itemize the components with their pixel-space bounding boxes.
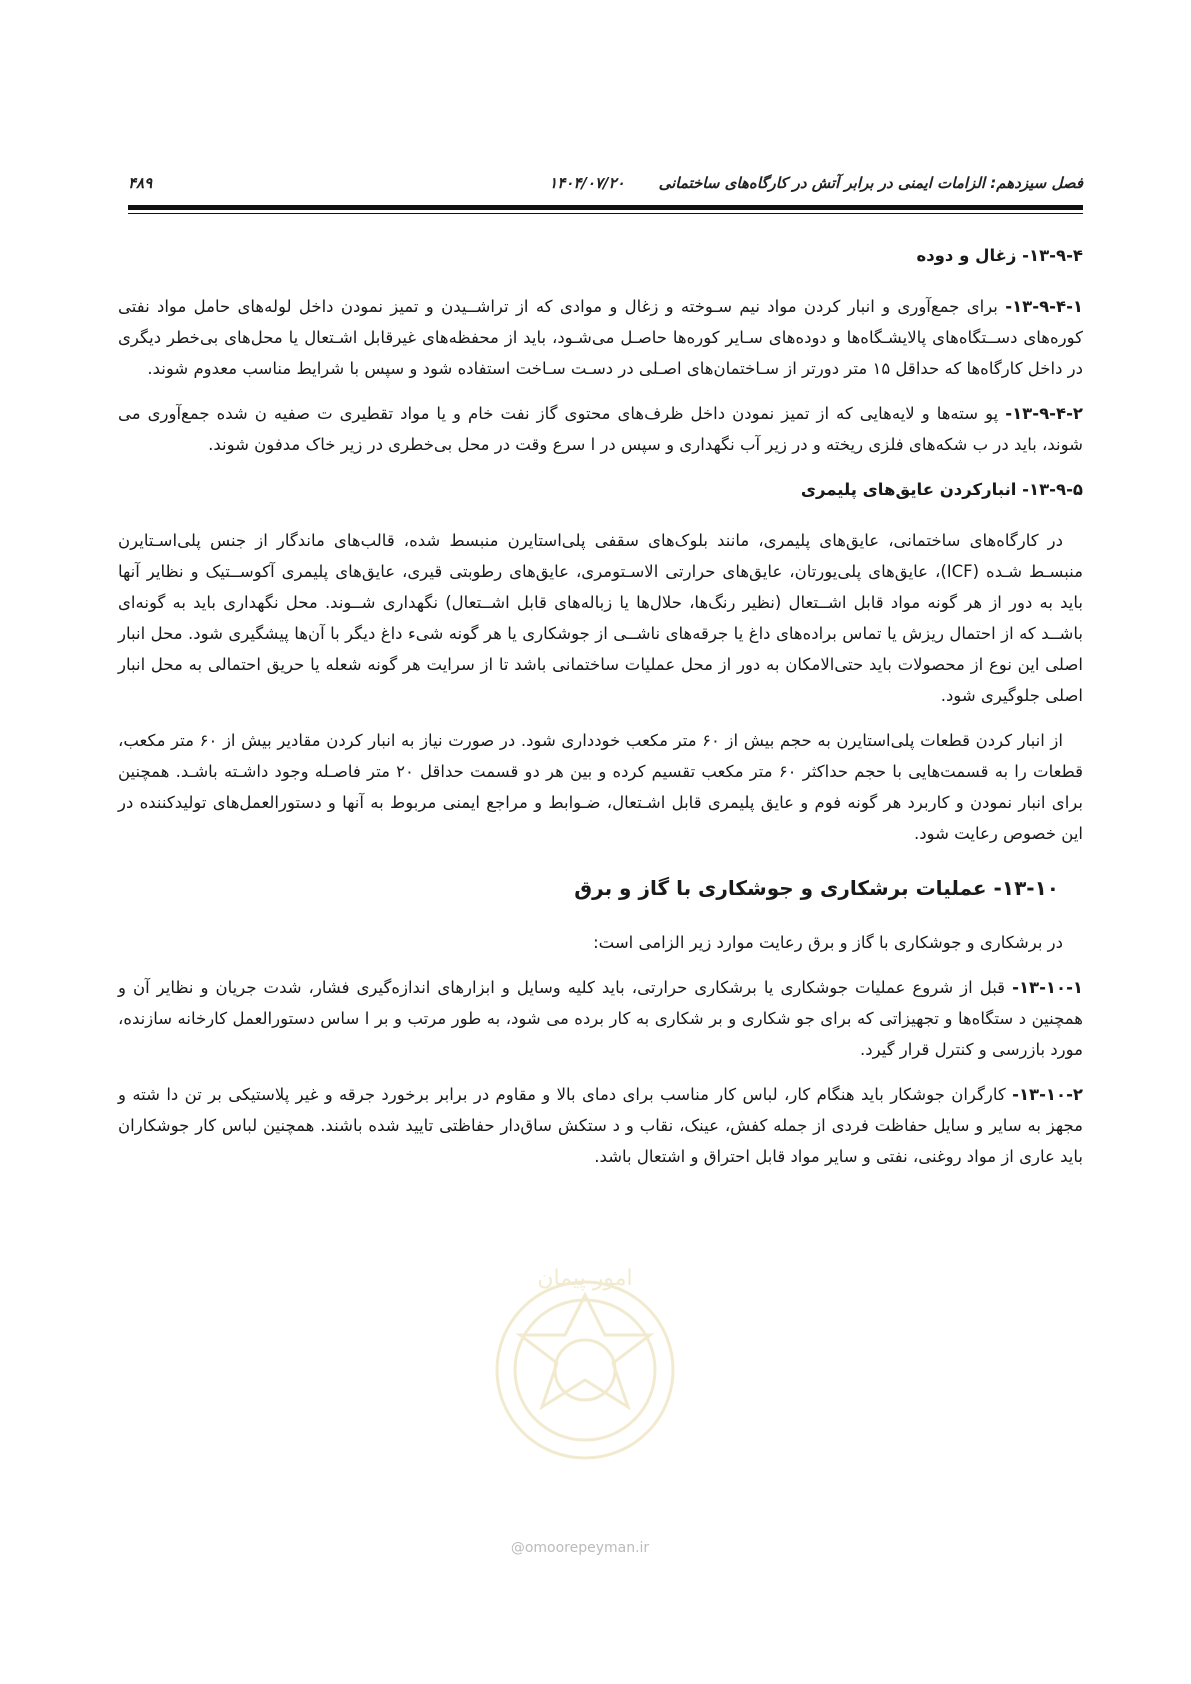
page-number: ۴۸۹ bbox=[128, 174, 153, 192]
paragraph-13-10-1 bbox=[118, 972, 1083, 1065]
page-header bbox=[128, 170, 1083, 196]
header-date: ۱۴۰۴/۰۷/۲۰ bbox=[549, 174, 625, 192]
svg-text:امور پیمان: امور پیمان bbox=[537, 1266, 633, 1291]
section-heading-13-10: ۱۳-۱۰- عملیات برشکاری و جوشکاری با گاز و برق bbox=[574, 876, 1059, 900]
section-heading-13-9-4: ۱۳-۹-۴- زغال و دوده bbox=[916, 246, 1083, 265]
paragraph-text: برای جمع‌آوری و انبار کردن مواد نیم سـوخته و زغال و موادی که از تراشــیدن و تمیز نمودن داخل لوله‌های حامل مواد نفتی کوره‌های دســتگاه‌های پالایشـگاه‌ها و دوده‌های سـایر کوره‌ها حاصـل می‌شـود، باید از محفظه‌های غیرقابل اشـتعال یا محل‌های بی‌خطر دیگری در داخل کارگاه‌ها که حداقل ۱۵ متر دورتر از سـاختمان‌های اصـلی در دسـت سـاخت استفاده شود و سپس با شرایط مناسب معدوم شوند. bbox=[118, 297, 1083, 378]
paragraph-13-9-4-1 bbox=[118, 291, 1083, 384]
header-rule-thick bbox=[128, 205, 1083, 210]
clause-number: ۱۳-۹-۴-۲- bbox=[1005, 404, 1083, 423]
paragraph-text: کارگران جوشکار باید هنگام کار، لباس کار مناسب برای دمای بالا و مقاوم در برابر برخورد جرقه و غیر پلاستیکی بر تن دا شته و مجهز به سایر و سایل حفاظت فردی از جمله کفش، عینک، نقاب و د ستکش ساق‌دار حفاظتی تایید شده باشند. همچنین لباس کار جوشکاران باید عاری از مواد روغنی، نفتی و سایر مواد قابل احتراق و اشتعال باشد. bbox=[118, 1085, 1083, 1166]
paragraph-13-9-4-2 bbox=[118, 398, 1083, 460]
paragraph-13-10-intro: در برشکاری و جوشکاری با گاز و برق رعایت موارد زیر الزامی است: bbox=[593, 933, 1063, 952]
paragraph-13-10-2 bbox=[118, 1079, 1083, 1172]
clause-number: ۱۳-۹-۴-۱- bbox=[1005, 297, 1083, 316]
paragraph-text: پو سته‌ها و لایه‌هایی که از تمیز نمودن داخل ظرف‌های محتوی گاز نفت خام و یا مواد تقطیری ت صفیه ن شده جمع‌آوری می شوند، باید در ب شکه‌های فلزی ریخته و در زیر آب نگهداری و سپس در ا سرع وقت در محل بی‌خطری در زیر خاک مدفون شوند. bbox=[118, 404, 1083, 454]
header-right bbox=[549, 174, 1083, 192]
paragraph-text: قبل از شروع عملیات جوشکاری یا برشکاری حرارتی، باید کلیه وسایل و ابزارهای اندازه‌گیری فشار، شدت جریان و نظایر آن و همچنین د ستگاه‌ها و تجهیزاتی که برای جو شکاری و بر شکاری به کار برده می شود، به طور مرتب و بر ا ساس دستورالعمل کارخانه سازنده، مورد بازرسی و کنترل قرار گیرد. bbox=[118, 978, 1083, 1059]
watermark-logo bbox=[490, 1255, 680, 1485]
clause-number: ۱۳-۱۰-۱- bbox=[1012, 978, 1083, 997]
paragraph-13-9-5-b: از انبار کردن قطعات پلی‌استایرن به حجم بیش از ۶۰ متر مکعب خودداری شود. در صورت نیاز به انبار کردن مقادیر بیش از ۶۰ متر مکعب، قطعات را به قسمت‌هایی با حجم حداکثر ۶۰ متر مکعب تقسیم کرده و بین هر دو قسمت حداقل ۲۰ متر فاصـله وجود داشـته باشـد. همچنین برای انبار نمودن و کاربرد هر گونه فوم و عایق پلیمری قابل اشـتعال، ضـوابط و مراجع ایمنی مربوط به آنها و دستورالعمل‌های تولیدکننده در این خصوص رعایت شود. bbox=[118, 731, 1083, 843]
page-content bbox=[118, 240, 1083, 1186]
watermark-url: @omoorepeyman.ir bbox=[510, 1540, 650, 1556]
clause-number: ۱۳-۱۰-۲- bbox=[1012, 1085, 1083, 1104]
section-heading-13-9-5: ۱۳-۹-۵- انبارکردن عایق‌های پلیمری bbox=[800, 480, 1083, 499]
chapter-title: فصل سیزدهم: الزامات ایمنی در برابر آتش در کارگاه‌های ساختمانی bbox=[658, 174, 1083, 192]
header-rule-thin bbox=[128, 213, 1083, 214]
paragraph-13-9-5-a: در کارگاه‌های ساختمانی، عایق‌های پلیمری، مانند بلوک‌های سقفی پلی‌استایرن منبسط شده، قالب‌های ماندگار از جنس پلی‌اسـتایرن منبسـط شـده (ICF)، عایق‌های پلی‌یورتان، عایق‌های حرارتی الاسـتومری، عایق‌های رطوبتی قیری، عایق‌های پلیمری آکوســتیک و نظایر آنها باید به دور از هر گونه مواد قابل اشــتعال (نظیر رنگ‌ها، حلال‌ها یا زباله‌های قابل اشــتعال) نگهداری شــوند. محل نگهداری باید به گونه‌ای باشــد که از احتمال ریزش یا تماس براده‌های داغ یا جرقه‌های ناشــی از جوشکاری یا هر گونه شیء داغ دیگر با آن‌ها پیشگیری شود. محل انبار اصلی این نوع از محصولات باید حتی‌الامکان به دور از محل عملیات ساختمانی باشد تا از سرایت هر گونه شعله یا حریق احتمالی به محل انبار اصلی جلوگیری شود. bbox=[118, 531, 1083, 705]
